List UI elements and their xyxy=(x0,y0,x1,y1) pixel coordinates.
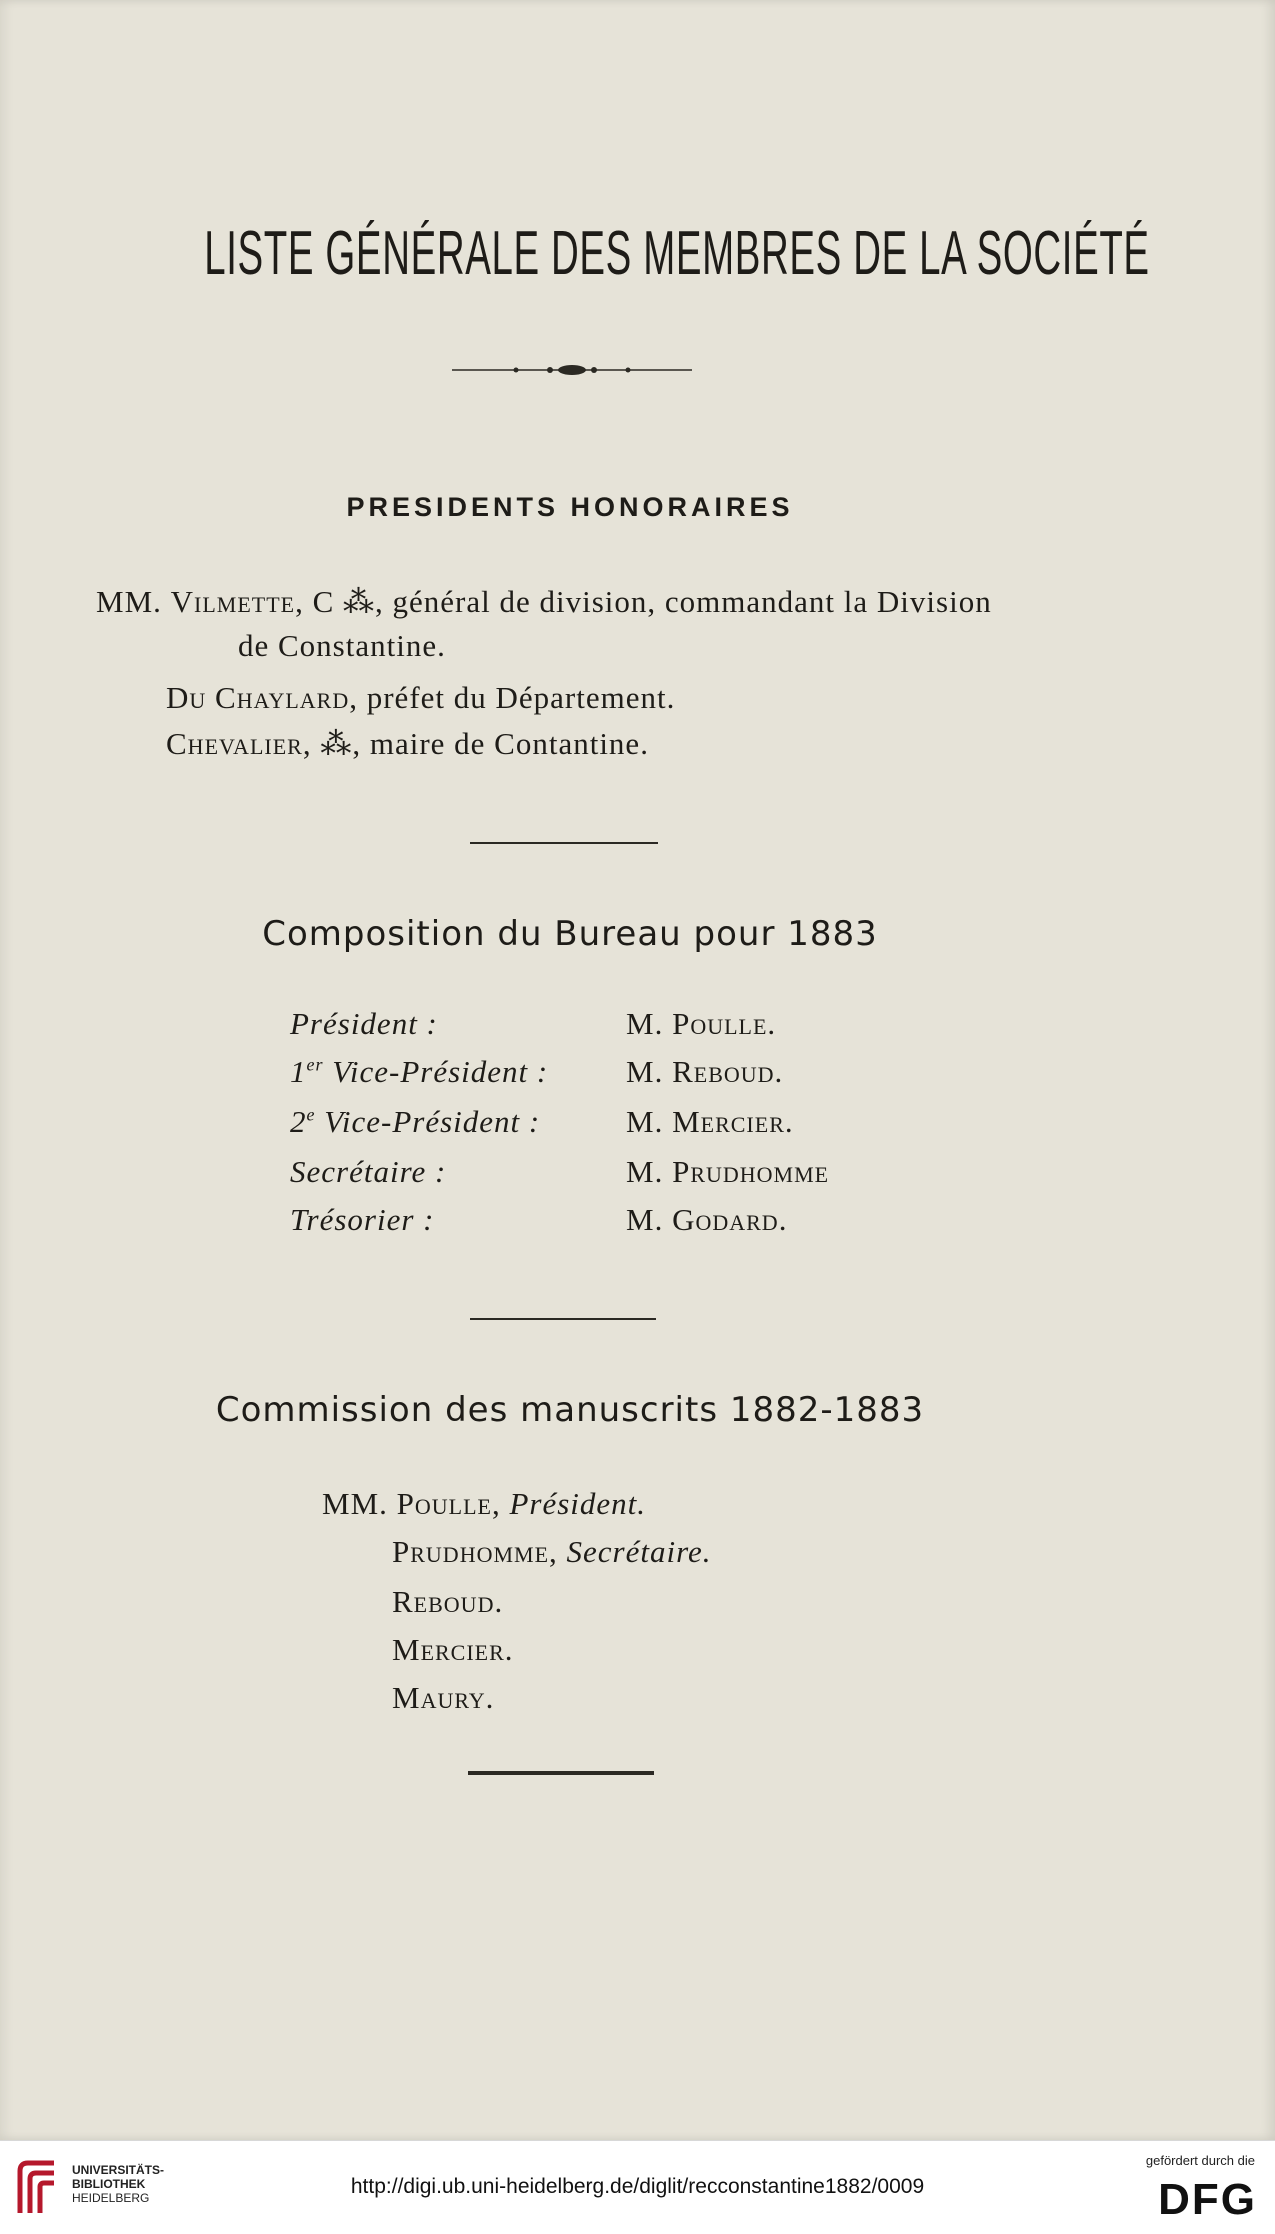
president-line: de Constantine. xyxy=(238,628,446,663)
library-name: UNIVERSITÄTS- BIBLIOTHEK HEIDELBERG xyxy=(72,2163,165,2205)
funding-label: gefördert durch die xyxy=(1145,2153,1255,2168)
bureau-member: M. Reboud. xyxy=(626,1054,784,1089)
president-line: MM. Vilmette, C ⁂, général de division, commandant la Division xyxy=(96,584,992,619)
presidents-heading: PRESIDENTS HONORAIRES xyxy=(346,492,794,522)
bureau-role: Trésorier : xyxy=(290,1202,435,1237)
commission-member: Maury. xyxy=(392,1680,495,1715)
commission-member: Prudhomme, Secrétaire. xyxy=(392,1534,712,1569)
commission-member: MM. Poulle, Président. xyxy=(322,1486,647,1521)
bureau-member: M. Poulle. xyxy=(626,1006,777,1041)
bureau-member: M. Prudhomme xyxy=(626,1154,830,1189)
bureau-heading: Composition du Bureau pour 1883 xyxy=(262,914,878,954)
president-line: Du Chaylard, préfet du Département. xyxy=(166,680,676,715)
commission-member: Reboud. xyxy=(392,1584,504,1619)
section-divider xyxy=(470,1318,656,1320)
viewer-footer xyxy=(0,2140,1275,2234)
bureau-role: Président : xyxy=(290,1006,438,1041)
page-title: LISTE GÉNÉRALE DES MEMBRES DE LA SOCIÉTÉ xyxy=(204,219,1150,288)
bureau-member: M. Mercier. xyxy=(626,1104,794,1139)
ornament-divider xyxy=(452,360,692,380)
document-url-link[interactable]: http://digi.ub.uni-heidelberg.de/diglit/recconstantine1882/0009 xyxy=(350,2175,925,2198)
bureau-role: Secrétaire : xyxy=(290,1154,447,1189)
dfg-logo: DFG xyxy=(1158,2175,1257,2224)
end-rule xyxy=(468,1771,654,1775)
president-line: Chevalier, ⁂, maire de Contantine. xyxy=(166,726,649,761)
commission-member: Mercier. xyxy=(392,1632,514,1667)
bureau-role: 1er Vice-Président : xyxy=(290,1054,549,1089)
section-divider xyxy=(470,842,658,844)
bureau-member: M. Godard. xyxy=(626,1202,788,1237)
commission-heading: Commission des manuscrits 1882-1883 xyxy=(215,1390,925,1430)
bureau-role: 2e Vice-Président : xyxy=(290,1104,541,1139)
